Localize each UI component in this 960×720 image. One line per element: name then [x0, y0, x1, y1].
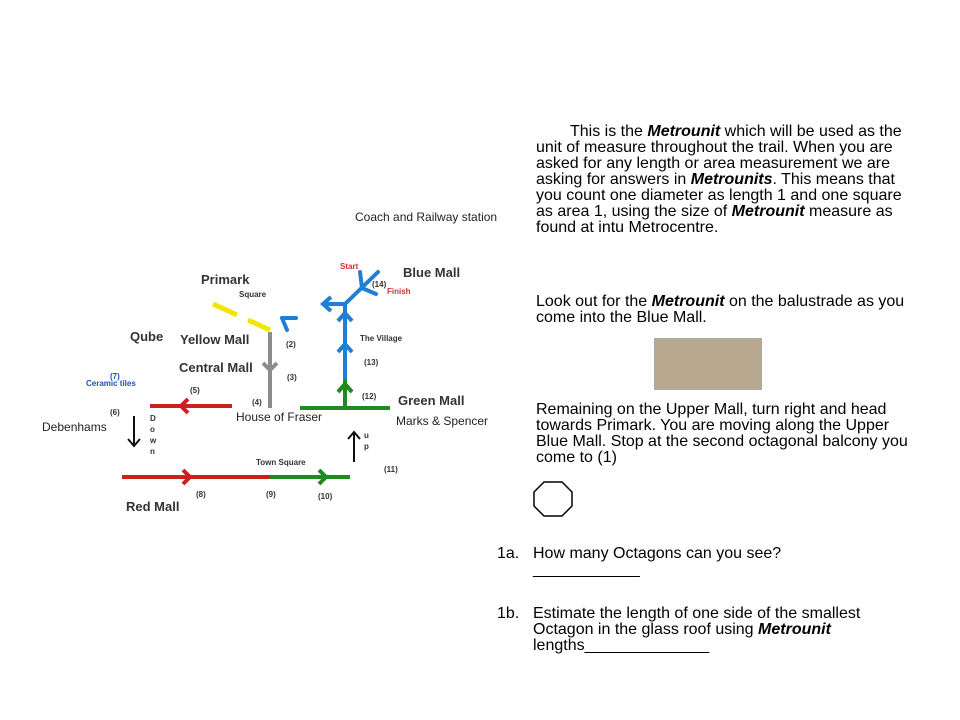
marks-spencer-label: Marks & Spencer	[396, 414, 489, 428]
step-14: (14)	[372, 280, 387, 289]
house-of-fraser-label: House of Fraser	[236, 410, 323, 424]
question-1a-body	[533, 546, 873, 578]
blue-mall-label: Blue Mall	[403, 265, 461, 280]
qube-label: Qube	[130, 329, 164, 344]
question-1b-body	[533, 606, 873, 654]
lookout-term: Metrounit	[651, 293, 725, 310]
coach-station-label: Coach and Railway station	[355, 210, 498, 224]
debenhams-label: Debenhams	[42, 420, 107, 434]
lookout-paragraph	[536, 294, 916, 326]
finish-label: Finish	[387, 287, 411, 296]
step-3: (3)	[287, 373, 297, 382]
down-label: D o w n	[150, 414, 157, 456]
red-mall-label: Red Mall	[126, 499, 180, 514]
lookout-text-2: on the balustrade as you come into the Blue Mall.	[536, 293, 905, 326]
question-1a-answer-blank[interactable]: ____________	[533, 561, 640, 578]
balustrade-photo	[654, 338, 762, 390]
step-10: (10)	[318, 492, 333, 501]
question-1a-number: 1a.	[497, 545, 520, 562]
step-5: (5)	[190, 386, 200, 395]
step-11: (11)	[384, 465, 398, 474]
question-1b-answer-blank[interactable]: ______________	[584, 637, 710, 654]
step-12: (12)	[362, 392, 377, 401]
yellow-mall-line	[213, 304, 270, 330]
yellow-mall-label: Yellow Mall	[180, 332, 250, 347]
intro-text-2: which will be used as the unit of measure throughout the trail. When you are asked for any length or area measurement we are asking for answers in	[536, 123, 902, 188]
intro-text-3: . This means that you count one diameter as length 1 and one square as area 1, using the size of	[536, 171, 902, 220]
intro-term-3: Metrounit	[731, 203, 805, 220]
primark-label: Primark	[201, 272, 250, 287]
question-1b-number: 1b.	[497, 605, 520, 622]
step-8: (8)	[196, 490, 206, 499]
intro-text-1: This is the	[570, 123, 648, 140]
town-square-label: Town Square	[256, 458, 306, 467]
central-mall-line	[263, 332, 277, 408]
intro-term-1: Metrounit	[647, 123, 721, 140]
step-6: (6)	[110, 408, 120, 417]
central-mall-label: Central Mall	[179, 360, 253, 375]
step-9: (9)	[266, 490, 276, 499]
step-7: (7)	[110, 372, 120, 381]
village-label: The Village	[360, 334, 403, 343]
question-1b-text-2: lengths	[533, 637, 585, 654]
question-1a-text: How many Octagons can you see?	[533, 545, 782, 562]
metrounit-intro	[536, 124, 916, 236]
green-mall-label: Green Mall	[398, 393, 465, 408]
directions-paragraph: Remaining on the Upper Mall, turn right and head towards Primark. You are moving along the Upper Blue Mall. Stop at the second octagonal balcony you come to (1)	[536, 401, 908, 466]
ceramic-tiles-label: Ceramic tiles	[86, 379, 136, 388]
intro-text-4: measure as found at intu Metrocentre.	[536, 203, 893, 236]
intro-term-2: Metrounits	[690, 171, 773, 188]
up-label: u p	[364, 431, 369, 451]
question-1b-term: Metrounit	[758, 621, 831, 638]
question-1a	[497, 546, 917, 586]
start-label: Start	[340, 262, 359, 271]
step-4: (4)	[252, 398, 262, 407]
question-1b	[497, 606, 917, 666]
octagon-icon	[532, 480, 574, 518]
step-13: (13)	[364, 358, 379, 367]
step-2: (2)	[286, 340, 296, 349]
square-label: Square	[239, 290, 267, 299]
lookout-text-1: Look out for the	[536, 293, 652, 310]
question-1b-text: Estimate the length of one side of the smallest Octagon in the glass roof using	[533, 605, 861, 638]
